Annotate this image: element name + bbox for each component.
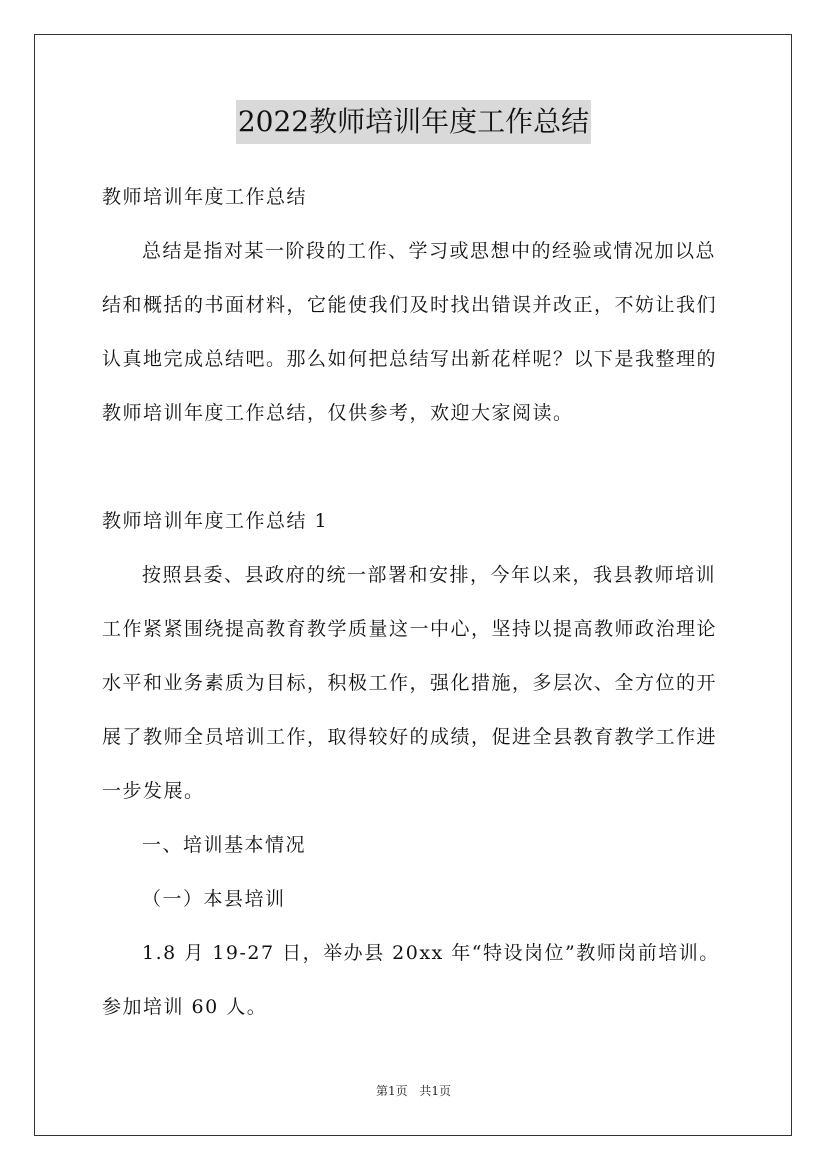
document-title: 2022教师培训年度工作总结 [236, 100, 591, 144]
page-footer [0, 1082, 827, 1099]
list-item: 1.8 月 19-27 日，举办县 20xx 年“特设岗位”教师岗前培训。参加培训 60 人。 [102, 942, 720, 1018]
subtitle: 教师培训年度工作总结 [102, 186, 308, 208]
document-body [102, 170, 724, 1034]
blank-line [102, 440, 724, 494]
section-heading: 教师培训年度工作总结 1 [102, 510, 329, 532]
heading-basic-info: 一、培训基本情况 [142, 834, 307, 856]
heading-local-training: （一）本县培训 [142, 888, 286, 910]
intro-paragraph: 总结是指对某一阶段的工作、学习或思想中的经验或情况加以总结和概括的书面材料，它能使我们及时找出错误并改正，不妨让我们认真地完成总结吧。那么如何把总结写出新花样呢？以下是我整理的教师培训年度工作总结，仅供参考，欢迎大家阅读。 [102, 240, 718, 424]
title-area [0, 100, 827, 144]
page-total: 共1页 [419, 1084, 452, 1098]
section-paragraph: 按照县委、县政府的统一部署和安排，今年以来，我县教师培训工作紧紧围绕提高教育教学质量这一中心，坚持以提高教师政治理论水平和业务素质为目标，积极工作，强化措施，多层次、全方位的开展了教师全员培训工作，取得较好的成绩，促进全县教育教学工作进一步发展。 [102, 564, 718, 802]
page-number: 第1页 [375, 1084, 408, 1098]
